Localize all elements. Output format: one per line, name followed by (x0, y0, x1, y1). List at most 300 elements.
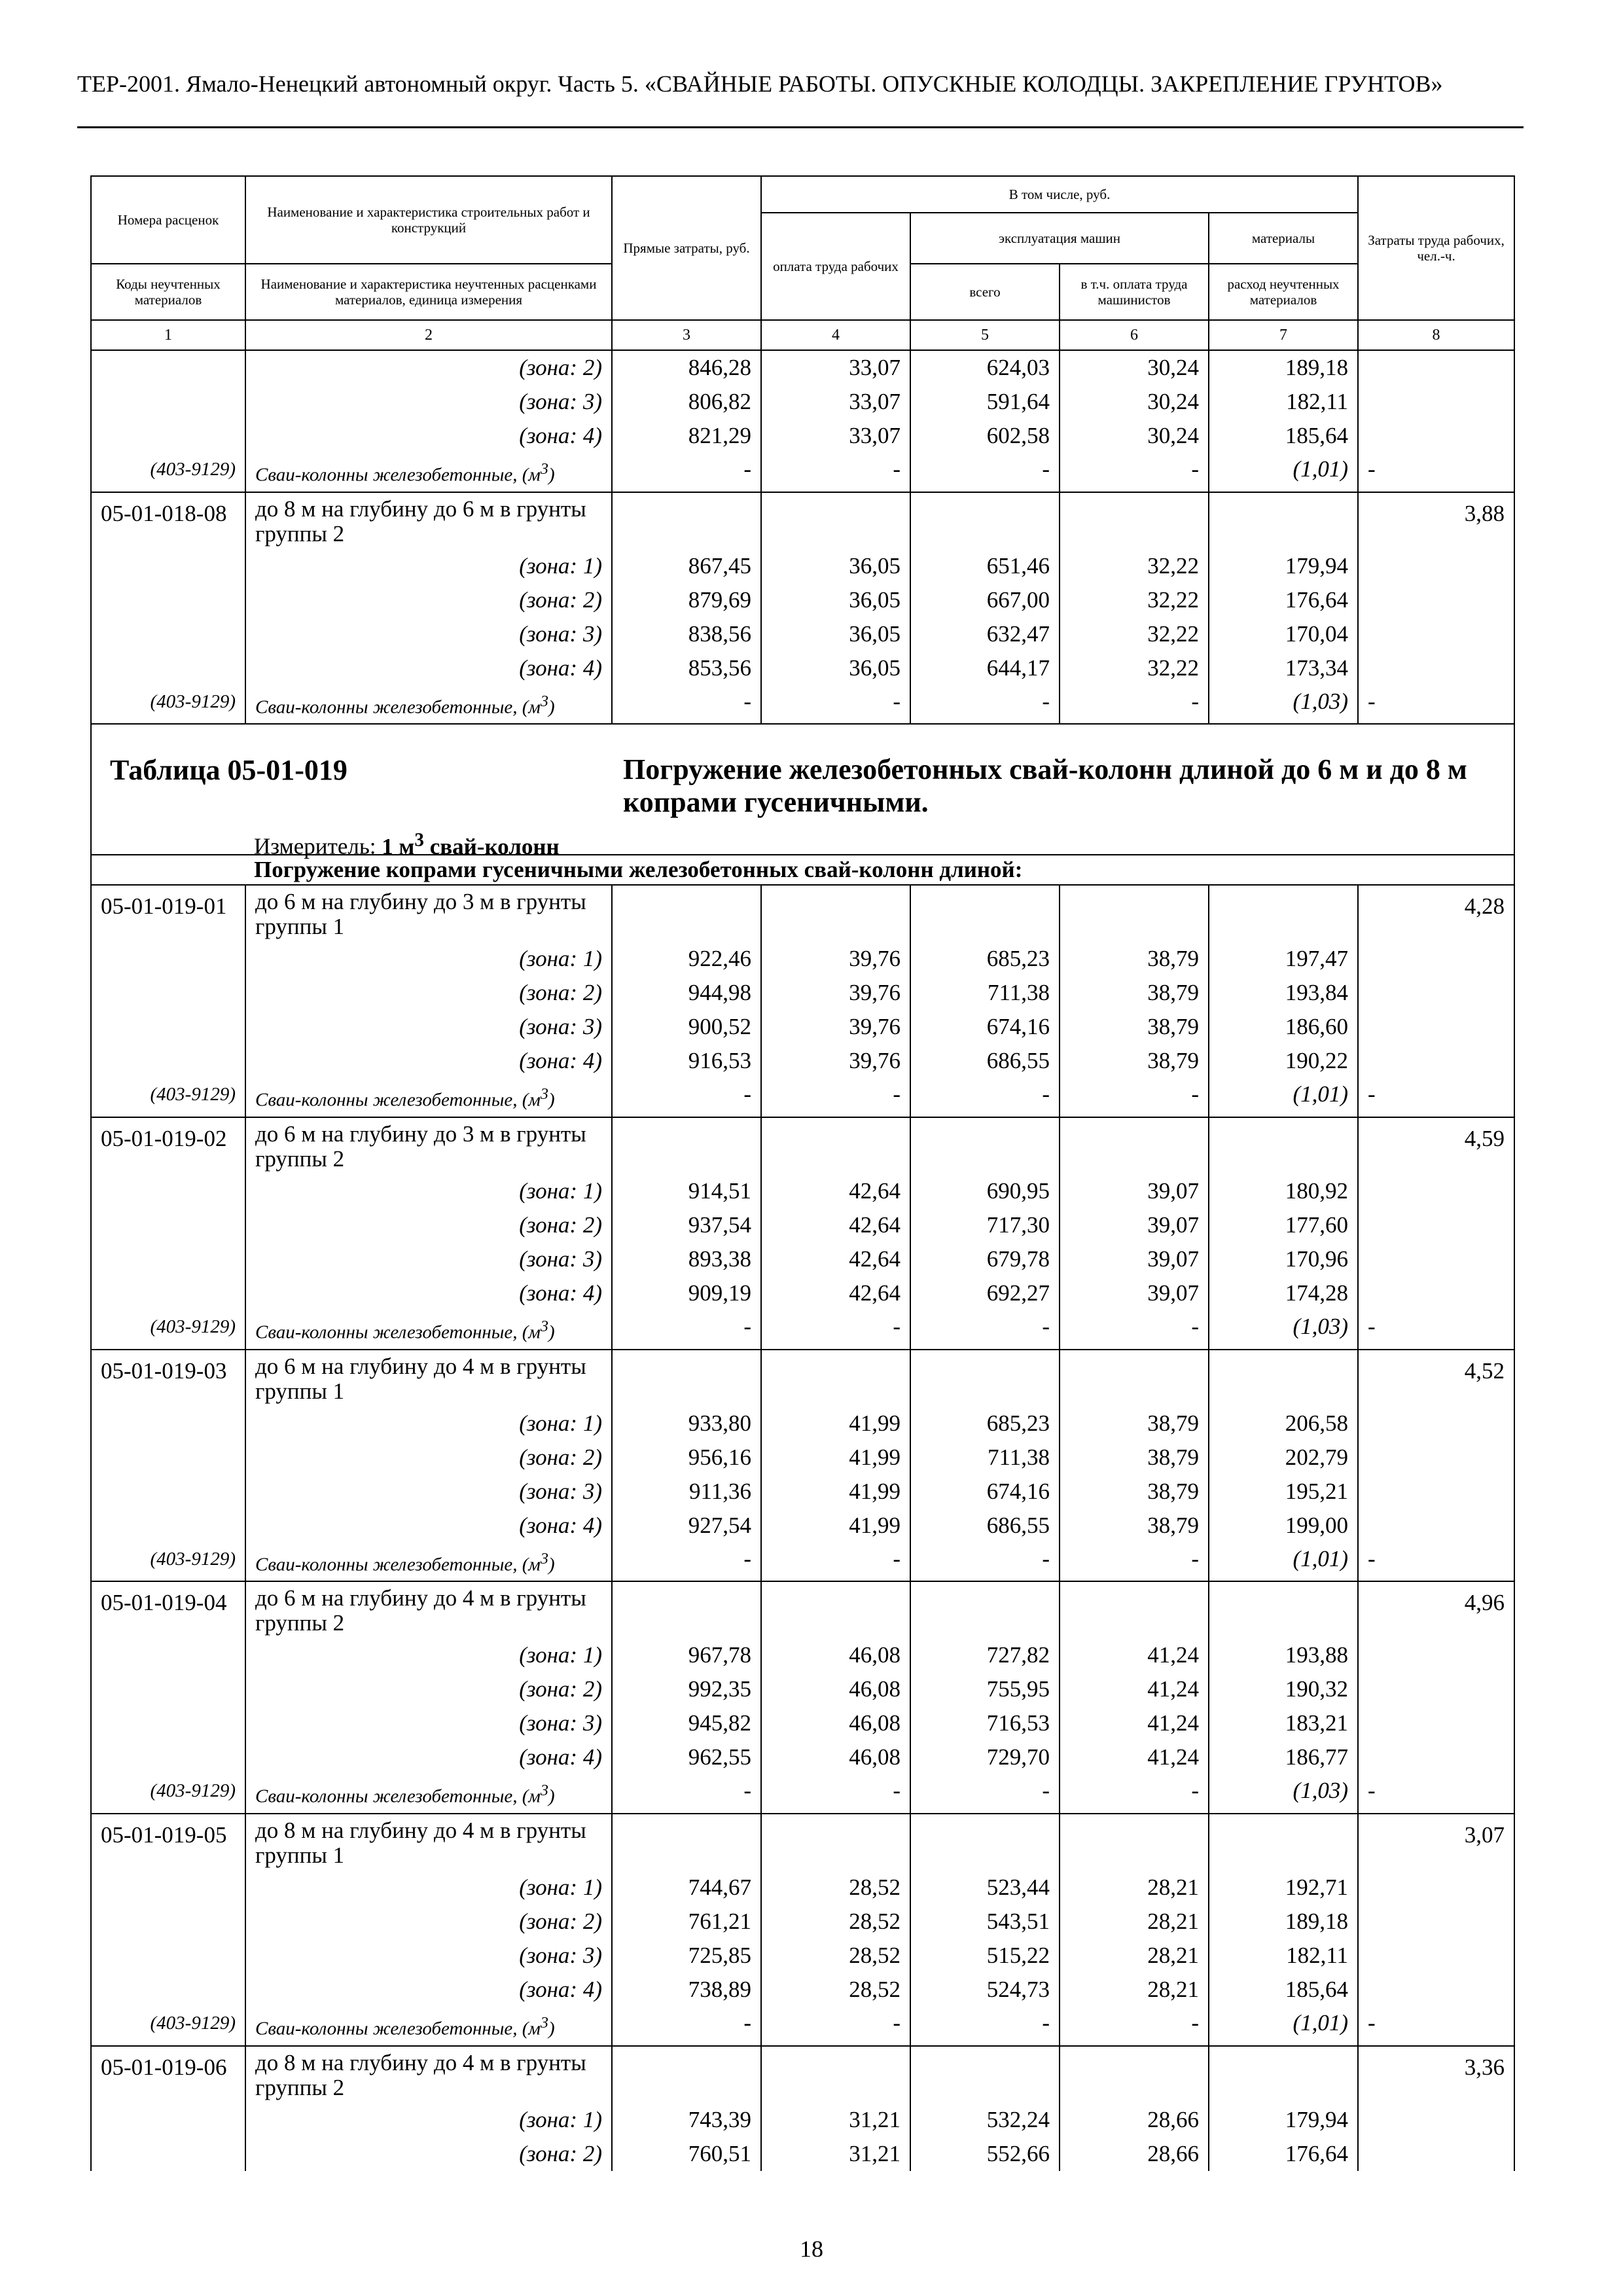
machines-total-cell: 523,44 (910, 1871, 1060, 1905)
empty-cell (1060, 2046, 1209, 2103)
zone-row (91, 2137, 1514, 2171)
direct-costs-cell: 911,36 (612, 1475, 761, 1509)
column-number: 4 (761, 320, 910, 350)
machinists-wages-cell: 41,24 (1060, 1638, 1209, 1672)
zone-row (91, 976, 1514, 1010)
zone-row (91, 1871, 1514, 1905)
machines-total-cell: 515,22 (910, 1939, 1060, 1973)
material-dash: - (910, 453, 1060, 492)
column-number: 6 (1060, 320, 1209, 350)
direct-costs-cell: 743,39 (612, 2103, 761, 2137)
materials-cell: 174,28 (1209, 1276, 1358, 1310)
direct-costs-cell: 806,82 (612, 385, 761, 419)
machines-total-cell: 685,23 (910, 942, 1060, 976)
column-number: 8 (1358, 320, 1514, 350)
wages-cell: 41,99 (761, 1475, 910, 1509)
machinists-wages-cell: 38,79 (1060, 1441, 1209, 1475)
machinists-wages-cell: 38,79 (1060, 1044, 1209, 1078)
column-number: 7 (1209, 320, 1358, 350)
machines-total-cell: 552,66 (910, 2137, 1060, 2171)
material-dash: - (612, 685, 761, 725)
header-machines-total: всего (910, 264, 1060, 320)
table-number: Таблица 05-01-019 (110, 754, 348, 787)
material-quantity: (1,01) (1209, 1078, 1358, 1117)
materials-cell: 176,64 (1209, 583, 1358, 617)
table-header (91, 176, 1514, 350)
header-wages: оплата труда рабочих (761, 213, 910, 320)
material-dash: - (910, 1543, 1060, 1582)
machinists-wages-cell: 28,21 (1060, 1973, 1209, 2007)
materials-cell: 170,96 (1209, 1242, 1358, 1276)
header-materials: материалы (1209, 213, 1358, 264)
continuation-block (91, 350, 1514, 492)
machinists-wages-cell: 41,24 (1060, 1706, 1209, 1740)
direct-costs-cell: 867,45 (612, 549, 761, 583)
zone-label: (зона: 2) (245, 2137, 612, 2171)
zone-row (91, 617, 1514, 651)
labor-costs-cell: 3,88 (1358, 492, 1514, 685)
material-dash: - (910, 685, 1060, 725)
wages-cell: 36,05 (761, 549, 910, 583)
zone-row (91, 549, 1514, 583)
zone-label: (зона: 2) (245, 583, 612, 617)
page-header: ТЕР-2001. Ямало-Ненецкий автономный округ. Часть 5. «СВАЙНЫЕ РАБОТЫ. ОПУСКНЫЕ КОЛОДЦЫ. ЗАКРЕПЛЕНИЕ ГРУНТОВ» (77, 71, 1443, 97)
direct-costs-cell: 914,51 (612, 1174, 761, 1208)
material-name: Сваи-колонны железобетонные, $(м^3)$ (245, 1310, 612, 1350)
labor-costs-cell (1358, 350, 1514, 453)
wages-cell: 33,07 (761, 350, 910, 385)
rates-05-01-019 (91, 885, 1514, 2170)
zone-label: (зона: 3) (245, 385, 612, 419)
zone-row (91, 651, 1514, 685)
machines-total-cell: 690,95 (910, 1174, 1060, 1208)
direct-costs-cell: 945,82 (612, 1706, 761, 1740)
table-title: Погружение железобетонных свай-колонн длиной до 6 м и до 8 м копрами гусеничными. (623, 753, 1467, 819)
material-dash: - (1358, 1543, 1514, 1582)
machinists-wages-cell: 41,24 (1060, 1740, 1209, 1774)
machinists-wages-cell: 39,07 (1060, 1242, 1209, 1276)
zone-label: (зона: 1) (245, 1174, 612, 1208)
materials-cell: 189,18 (1209, 1905, 1358, 1939)
direct-costs-cell: 879,69 (612, 583, 761, 617)
material-dash: - (910, 1774, 1060, 1814)
zone-row (91, 1638, 1514, 1672)
labor-costs-cell: 4,28 (1358, 885, 1514, 1078)
header-including: В том числе, руб. (761, 176, 1358, 213)
wages-cell: 41,99 (761, 1441, 910, 1475)
machinists-wages-cell: 39,07 (1060, 1174, 1209, 1208)
machines-total-cell: 674,16 (910, 1475, 1060, 1509)
materials-cell: 186,60 (1209, 1010, 1358, 1044)
rate-row (91, 1350, 1514, 1407)
direct-costs-cell: 900,52 (612, 1010, 761, 1044)
materials-cell: 186,77 (1209, 1740, 1358, 1774)
zone-row (91, 1475, 1514, 1509)
wages-cell: 28,52 (761, 1939, 910, 1973)
machines-total-cell: 602,58 (910, 419, 1060, 453)
empty-cell (910, 1581, 1060, 1638)
machines-total-cell: 543,51 (910, 1905, 1060, 1939)
machinists-wages-cell: 41,24 (1060, 1672, 1209, 1706)
empty-cell (910, 1814, 1060, 1871)
material-name: Сваи-колонны железобетонные, $(м^3)$ (245, 685, 612, 725)
header-material-codes: Коды неучтенных материалов (91, 264, 245, 320)
wages-cell: 39,76 (761, 1044, 910, 1078)
materials-cell: 199,00 (1209, 1509, 1358, 1543)
material-quantity: (1,03) (1209, 1774, 1358, 1814)
materials-cell: 179,94 (1209, 549, 1358, 583)
wages-cell: 39,76 (761, 1010, 910, 1044)
machinists-wages-cell: 39,07 (1060, 1276, 1209, 1310)
wages-cell: 42,64 (761, 1242, 910, 1276)
machinists-wages-cell: 30,24 (1060, 419, 1209, 453)
zone-row (91, 942, 1514, 976)
empty-cell (910, 2046, 1060, 2103)
material-dash: - (1358, 685, 1514, 725)
rate-code: 05-01-019-05 (91, 1814, 245, 2007)
materials-cell: 170,04 (1209, 617, 1358, 651)
machinists-wages-cell: 39,07 (1060, 1208, 1209, 1242)
machinists-wages-cell: 38,79 (1060, 1475, 1209, 1509)
zone-label: (зона: 3) (245, 1010, 612, 1044)
empty-cell (1209, 2046, 1358, 2103)
column-number: 3 (612, 320, 761, 350)
header-direct-costs: Прямые затраты, руб. (612, 176, 761, 320)
wages-cell: 46,08 (761, 1672, 910, 1706)
group-heading: Погружение копрами гусеничными железобетонных свай-колонн длиной: (91, 855, 1514, 885)
header-rate-name: Наименование и характеристика строительных работ и конструкций (245, 176, 612, 264)
material-dash: - (1060, 1310, 1209, 1350)
zone-label: (зона: 1) (245, 942, 612, 976)
machines-total-cell: 667,00 (910, 583, 1060, 617)
zone-label: (зона: 3) (245, 617, 612, 651)
machines-total-cell: 685,23 (910, 1407, 1060, 1441)
empty-cell (1209, 1581, 1358, 1638)
page-number: 18 (800, 2236, 823, 2262)
labor-costs-cell: 3,36 (1358, 2046, 1514, 2171)
machinists-wages-cell: 38,79 (1060, 1509, 1209, 1543)
machines-total-cell: 651,46 (910, 549, 1060, 583)
materials-cell: 173,34 (1209, 651, 1358, 685)
column-numbers-row (91, 320, 1514, 350)
material-dash: - (761, 453, 910, 492)
material-code: (403-9129) (91, 2007, 245, 2046)
zone-label: (зона: 1) (245, 1871, 612, 1905)
rate-description: до 6 м на глубину до 3 м в грунты группы 1 (245, 885, 612, 942)
material-code: (403-9129) (91, 1774, 245, 1814)
material-dash: - (910, 1310, 1060, 1350)
empty-cell (1060, 1350, 1209, 1407)
zone-label: (зона: 4) (245, 1973, 612, 2007)
machinists-wages-cell: 32,22 (1060, 549, 1209, 583)
empty-cell (761, 1581, 910, 1638)
empty-cell (761, 492, 910, 549)
empty-cell (761, 2046, 910, 2103)
wages-cell: 41,99 (761, 1509, 910, 1543)
direct-costs-cell: 761,21 (612, 1905, 761, 1939)
zone-row (91, 1905, 1514, 1939)
machinists-wages-cell: 32,22 (1060, 651, 1209, 685)
material-dash: - (1060, 1078, 1209, 1117)
rate-description: до 6 м на глубину до 4 м в грунты группы 2 (245, 1581, 612, 1638)
direct-costs-cell: 956,16 (612, 1441, 761, 1475)
zone-label: (зона: 2) (245, 1672, 612, 1706)
header-machine-operation: эксплуатация машин (910, 213, 1209, 264)
zone-label: (зона: 4) (245, 1044, 612, 1078)
direct-costs-cell: 933,80 (612, 1407, 761, 1441)
header-machinists-wages: в т.ч. оплата труда машинистов (1060, 264, 1209, 320)
materials-cell: 193,88 (1209, 1638, 1358, 1672)
machines-total-cell: 686,55 (910, 1044, 1060, 1078)
empty-cell (761, 1814, 910, 1871)
material-code: (403-9129) (91, 453, 245, 492)
empty-cell (612, 1581, 761, 1638)
material-code: (403-9129) (91, 1543, 245, 1582)
empty-cell (1060, 492, 1209, 549)
materials-cell: 182,11 (1209, 1939, 1358, 1973)
zone-row (91, 1509, 1514, 1543)
machines-total-cell: 674,16 (910, 1010, 1060, 1044)
machines-total-cell: 524,73 (910, 1973, 1060, 2007)
header-material-consumption: расход неучтенных материалов (1209, 264, 1358, 320)
rate-row (91, 885, 1514, 942)
direct-costs-cell: 738,89 (612, 1973, 761, 2007)
materials-cell: 192,71 (1209, 1871, 1358, 1905)
direct-costs-cell: 992,35 (612, 1672, 761, 1706)
zone-row (91, 1939, 1514, 1973)
zone-row (91, 1208, 1514, 1242)
machinists-wages-cell: 38,79 (1060, 976, 1209, 1010)
rates-table (90, 175, 1515, 2171)
rate-description: до 6 м на глубину до 4 м в грунты группы 1 (245, 1350, 612, 1407)
machinists-wages-cell: 30,24 (1060, 385, 1209, 419)
materials-cell: 202,79 (1209, 1441, 1358, 1475)
header-labor-costs: Затраты труда рабочих, чел.-ч. (1358, 176, 1514, 320)
empty-cell (1209, 1814, 1358, 1871)
wages-cell: 28,52 (761, 1905, 910, 1939)
material-code: (403-9129) (91, 1310, 245, 1350)
zone-label: (зона: 1) (245, 2103, 612, 2137)
machines-total-cell: 692,27 (910, 1276, 1060, 1310)
material-name: Сваи-колонны железобетонные, $(м^3)$ (245, 1543, 612, 1582)
wages-cell: 42,64 (761, 1208, 910, 1242)
empty-cell (1209, 1350, 1358, 1407)
machines-total-cell: 711,38 (910, 976, 1060, 1010)
machines-total-cell: 755,95 (910, 1672, 1060, 1706)
direct-costs-cell: 967,78 (612, 1638, 761, 1672)
rate-code (91, 350, 245, 453)
material-row (91, 1543, 1514, 1582)
zone-label: (зона: 2) (245, 1208, 612, 1242)
empty-cell (1060, 885, 1209, 942)
machines-total-cell: 686,55 (910, 1509, 1060, 1543)
wages-cell: 28,52 (761, 1871, 910, 1905)
material-code: (403-9129) (91, 1078, 245, 1117)
zone-row (91, 1672, 1514, 1706)
zone-label: (зона: 4) (245, 1509, 612, 1543)
column-number: 1 (91, 320, 245, 350)
rate-row (91, 2046, 1514, 2103)
labor-costs-cell: 4,59 (1358, 1117, 1514, 1310)
material-row (91, 453, 1514, 492)
direct-costs-cell: 944,98 (612, 976, 761, 1010)
machines-total-cell: 727,82 (910, 1638, 1060, 1672)
material-quantity: (1,01) (1209, 1543, 1358, 1582)
material-dash: - (1060, 453, 1209, 492)
zone-label: (зона: 3) (245, 1242, 612, 1276)
empty-cell (612, 492, 761, 549)
direct-costs-cell: 893,38 (612, 1242, 761, 1276)
zone-row (91, 1174, 1514, 1208)
material-row (91, 2007, 1514, 2046)
materials-cell: 179,94 (1209, 2103, 1358, 2137)
wages-cell: 36,05 (761, 617, 910, 651)
wages-cell: 42,64 (761, 1174, 910, 1208)
zone-row (91, 2103, 1514, 2137)
zone-row (91, 1441, 1514, 1475)
zone-row (91, 1242, 1514, 1276)
zone-row (91, 385, 1514, 419)
header-rule (77, 126, 1524, 128)
machines-total-cell: 532,24 (910, 2103, 1060, 2137)
zone-label: (зона: 2) (245, 976, 612, 1010)
direct-costs-cell: 909,19 (612, 1276, 761, 1310)
material-dash: - (612, 1774, 761, 1814)
zone-row (91, 1973, 1514, 2007)
table-meter: Измеритель: 1 $м^3$ свай-колонн (254, 829, 560, 859)
empty-cell (910, 885, 1060, 942)
material-code: (403-9129) (91, 685, 245, 725)
material-name: Сваи-колонны железобетонные, $(м^3)$ (245, 453, 612, 492)
rate-code: 05-01-019-02 (91, 1117, 245, 1310)
empty-cell (612, 885, 761, 942)
header-material-name: Наименование и характеристика неучтенных расценками материалов, единица измерения (245, 264, 612, 320)
materials-cell: 177,60 (1209, 1208, 1358, 1242)
empty-cell (1209, 1117, 1358, 1174)
empty-cell (1060, 1814, 1209, 1871)
direct-costs-cell: 725,85 (612, 1939, 761, 1973)
rate-code: 05-01-019-04 (91, 1581, 245, 1774)
table-title-block (91, 724, 1514, 885)
material-dash: - (761, 1774, 910, 1814)
empty-cell (612, 2046, 761, 2103)
material-dash: - (612, 1310, 761, 1350)
zone-label: (зона: 4) (245, 419, 612, 453)
machines-total-cell: 716,53 (910, 1706, 1060, 1740)
materials-cell: 185,64 (1209, 1973, 1358, 2007)
header-rate-numbers: Номера расценок (91, 176, 245, 264)
rate-code: 05-01-019-06 (91, 2046, 245, 2171)
material-dash: - (1358, 1078, 1514, 1117)
material-dash: - (1358, 1310, 1514, 1350)
empty-cell (1209, 885, 1358, 942)
zone-row (91, 1407, 1514, 1441)
rate-row (91, 1814, 1514, 1871)
material-dash: - (1358, 453, 1514, 492)
machinists-wages-cell: 38,79 (1060, 1407, 1209, 1441)
wages-cell: 33,07 (761, 385, 910, 419)
machines-total-cell: 679,78 (910, 1242, 1060, 1276)
empty-cell (910, 1350, 1060, 1407)
wages-cell: 36,05 (761, 651, 910, 685)
machinists-wages-cell: 28,66 (1060, 2137, 1209, 2171)
direct-costs-cell: 846,28 (612, 350, 761, 385)
empty-cell (910, 492, 1060, 549)
zone-label: (зона: 1) (245, 1638, 612, 1672)
material-dash: - (612, 453, 761, 492)
machinists-wages-cell: 32,22 (1060, 617, 1209, 651)
direct-costs-cell: 916,53 (612, 1044, 761, 1078)
zone-label: (зона: 3) (245, 1706, 612, 1740)
wages-cell: 31,21 (761, 2103, 910, 2137)
column-number: 2 (245, 320, 612, 350)
material-quantity: (1,03) (1209, 1310, 1358, 1350)
rate-block-05-01-018-08 (91, 492, 1514, 725)
material-dash: - (910, 2007, 1060, 2046)
material-row (91, 1078, 1514, 1117)
zone-label: (зона: 2) (245, 1441, 612, 1475)
wages-cell: 46,08 (761, 1740, 910, 1774)
empty-cell (761, 885, 910, 942)
empty-cell (761, 1117, 910, 1174)
wages-cell: 39,76 (761, 942, 910, 976)
empty-cell (612, 1350, 761, 1407)
machines-total-cell: 711,38 (910, 1441, 1060, 1475)
wages-cell: 31,21 (761, 2137, 910, 2171)
material-dash: - (1060, 1543, 1209, 1582)
labor-costs-cell: 4,96 (1358, 1581, 1514, 1774)
material-row (91, 685, 1514, 725)
materials-cell: 206,58 (1209, 1407, 1358, 1441)
machines-total-cell: 632,47 (910, 617, 1060, 651)
rate-code: 05-01-019-03 (91, 1350, 245, 1543)
material-quantity: (1,03) (1209, 685, 1358, 725)
zone-row (91, 1010, 1514, 1044)
material-dash: - (1358, 1774, 1514, 1814)
direct-costs-cell: 937,54 (612, 1208, 761, 1242)
rate-code: 05-01-019-01 (91, 885, 245, 1078)
material-name: Сваи-колонны железобетонные, $(м^3)$ (245, 1078, 612, 1117)
direct-costs-cell: 853,56 (612, 651, 761, 685)
zone-label: (зона: 4) (245, 651, 612, 685)
empty-cell (761, 1350, 910, 1407)
wages-cell: 28,52 (761, 1973, 910, 2007)
direct-costs-cell: 744,67 (612, 1871, 761, 1905)
zone-row (91, 350, 1514, 385)
wages-cell: 46,08 (761, 1638, 910, 1672)
machines-total-cell: 591,64 (910, 385, 1060, 419)
zone-label: (зона: 2) (245, 350, 612, 385)
materials-cell: 197,47 (1209, 942, 1358, 976)
material-quantity: (1,01) (1209, 2007, 1358, 2046)
zone-row (91, 1740, 1514, 1774)
material-row (91, 1310, 1514, 1350)
rate-description: до 6 м на глубину до 3 м в грунты группы 2 (245, 1117, 612, 1174)
machinists-wages-cell: 32,22 (1060, 583, 1209, 617)
wages-cell: 33,07 (761, 419, 910, 453)
materials-cell: 190,32 (1209, 1672, 1358, 1706)
zone-label: (зона: 3) (245, 1939, 612, 1973)
zone-row (91, 1706, 1514, 1740)
material-dash: - (761, 1543, 910, 1582)
direct-costs-cell: 927,54 (612, 1509, 761, 1543)
empty-cell (612, 1117, 761, 1174)
labor-costs-cell: 3,07 (1358, 1814, 1514, 2007)
machinists-wages-cell: 38,79 (1060, 942, 1209, 976)
materials-cell: 183,21 (1209, 1706, 1358, 1740)
machines-total-cell: 717,30 (910, 1208, 1060, 1242)
machinists-wages-cell: 30,24 (1060, 350, 1209, 385)
